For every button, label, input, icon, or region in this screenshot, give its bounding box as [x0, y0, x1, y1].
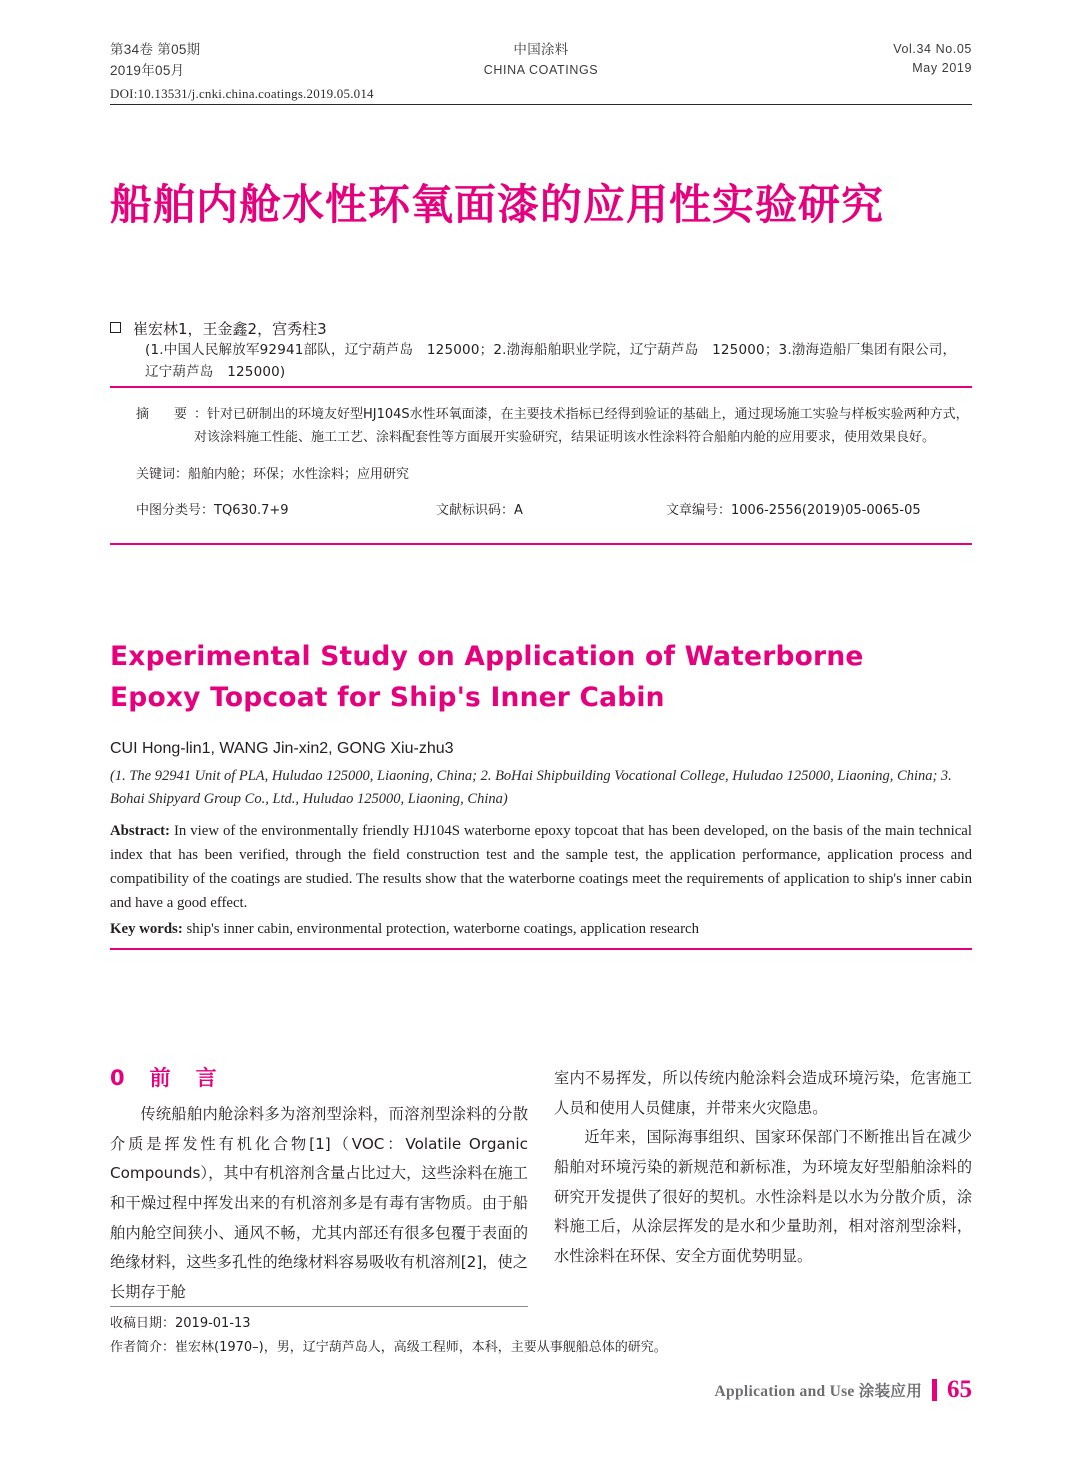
accent-divider-3: [110, 948, 972, 950]
footer-section-label: [715, 1379, 922, 1401]
footer-label-en: Application and Use: [714, 1383, 859, 1400]
paragraph: 传统船舶内舱涂料多为溶剂型涂料，而溶剂型涂料的分散介质是挥发性有机化合物[1]（VOC：Volatile Organic Compounds），其中有机溶剂含量占比过大，这些涂料在施工和干燥过程中挥发出来的有机溶剂多是有毒有害物质。由于船舶内舱空间狭小、通风不畅，尤其内部还有很多包覆于表面的绝缘材料，这些多孔性的绝缘材料容易吸收有机溶剂[2]，使之长期存于舱: [110, 1105, 528, 1301]
article-id-label: 文章编号: [666, 503, 719, 519]
authors-cn-text: 崔宏林1，王金鑫2，宫秀柱3: [133, 320, 327, 338]
document-code-label: 文献标识码: [436, 503, 502, 519]
header-divider: [110, 104, 972, 105]
keywords-label-cn: 关键词: [136, 466, 176, 482]
footnotes: [110, 1312, 810, 1360]
section-heading-intro: 0 前 言: [110, 1066, 219, 1090]
volume-issue-en: Vol.34 No.05: [893, 42, 972, 56]
document-code: [436, 500, 666, 523]
abstract-label-cn: 摘 要: [136, 407, 194, 422]
authors-cn: [110, 318, 972, 339]
accent-divider-1: [110, 386, 972, 388]
clc-number: [136, 500, 436, 523]
affiliation-cn: (1.中国人民解放军92941部队，辽宁葫芦岛 125000；2.渤海船舶职业学院，辽宁葫芦岛 125000；3.渤海造船厂集团有限公司，辽宁葫芦岛 125000): [145, 342, 957, 380]
abstract-block-cn: [136, 404, 972, 523]
accent-divider-2: [110, 543, 972, 545]
body-column-right: [554, 1064, 972, 1271]
classification-row: [136, 500, 972, 523]
page-footer: [715, 1376, 972, 1404]
journal-name-cn: 中国涂料: [513, 42, 569, 57]
keywords-en: [110, 918, 972, 942]
keywords-cn: [136, 464, 972, 487]
volume-issue: 第34卷 第05期: [110, 42, 201, 57]
abstract-block-en: [110, 820, 972, 916]
article-id: [666, 500, 972, 523]
clc-value: ：TQ630.7+9: [201, 503, 289, 519]
paragraph: 室内不易挥发，所以传统内舱涂料会造成环境污染，危害施工人员和使用人员健康，并带来火灾隐患。: [554, 1069, 972, 1117]
running-head-right: [722, 40, 972, 79]
bullet-square-icon: [110, 322, 121, 333]
clc-label: 中图分类号: [136, 503, 202, 519]
issue-date-en: May 2019: [912, 61, 972, 76]
abstract-text-en: In view of the environmentally friendly HJ104S waterborne epoxy topcoat that has been developed, on the basis of the main technical index that has been verified, through the field construction test and the sample test, the application performance, application process and compatibility of the coatings are studied. The results show that the waterborne coatings meet the requirements of application to ship's inner cabin and have a good effect.: [110, 823, 972, 911]
document-code-value: ：A: [501, 503, 523, 519]
footer-label-cn: 涂装应用: [858, 1382, 922, 1400]
abstract-text-cn: ：针对已研制出的环境友好型HJ104S水性环氧面漆，在主要技术指标已经得到验证的基础上，通过现场施工实验与样板实验两种方式，对该涂料施工性能、施工工艺、涂料配套性等方面展开实验研究，结果证明该水性涂料符合船舶内舱的应用要求，使用效果良好。: [194, 407, 969, 445]
body-column-left: [110, 1100, 528, 1307]
keywords-label-en: Key words:: [110, 921, 183, 937]
paragraph: 近年来，国际海事组织、国家环保部门不断推出旨在减少船舶对环境污染的新规范和新标准，为环境友好型船舶涂料的研究开发提供了很好的契机。水性涂料是以水为分散介质，涂料施工后，从涂层挥发的是水和少量助剂，相对溶剂型涂料，水性涂料在环保、安全方面优势明显。: [554, 1128, 972, 1265]
article-id-value: ：1006-2556(2019)05-0065-05: [718, 503, 921, 519]
keywords-text-cn: ：船舶内舱；环保；水性涂料；应用研究: [175, 466, 410, 482]
page-title-cn: 船舶内舱水性环氧面漆的应用性实验研究: [110, 180, 885, 229]
footer-accent-bar: [932, 1379, 937, 1401]
page-title-en: Experimental Study on Application of Waterborne Epoxy Topcoat for Ship's Inner Cabin: [110, 641, 864, 714]
page-number: 65: [947, 1376, 972, 1403]
journal-name-en: CHINA COATINGS: [483, 62, 599, 77]
affiliation-en: (1. The 92941 Unit of PLA, Huludao 125000, Liaoning, China; 2. BoHai Shipbuilding Vocational College, Huludao 125000, Liaoning, China; 3. Bohai Shipyard Group Co., Ltd., Huludao 125000, Liaoning, China): [110, 768, 952, 808]
abstract-label-en: Abstract:: [110, 823, 170, 839]
footnote-divider: [110, 1306, 528, 1307]
received-date: 收稿日期：2019-01-13: [110, 1316, 251, 1331]
running-head: [110, 40, 972, 82]
doi-line: DOI:10.13531/j.cnki.china.coatings.2019.05.014: [110, 86, 374, 101]
running-head-left: [110, 40, 360, 82]
running-head-center: [391, 40, 691, 80]
author-bio: 作者简介：崔宏林(1970–)，男，辽宁葫芦岛人，高级工程师，本科，主要从事舰船总体的研究。: [110, 1340, 667, 1356]
issue-date-cn: 2019年05月: [110, 62, 185, 78]
keywords-text-en: ship's inner cabin, environmental protection, waterborne coatings, application research: [182, 921, 700, 937]
authors-en: CUI Hong-lin1, WANG Jin-xin2, GONG Xiu-zhu3: [110, 740, 454, 757]
